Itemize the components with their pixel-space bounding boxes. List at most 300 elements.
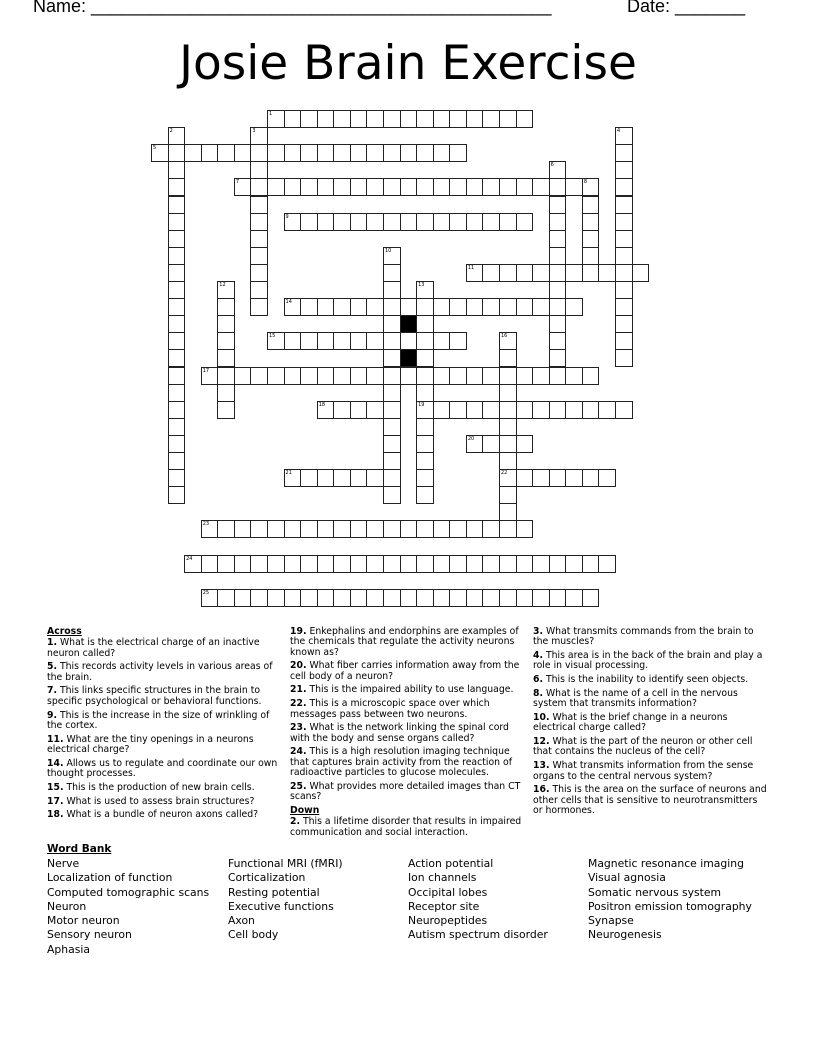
crossword-cell[interactable] xyxy=(250,127,268,145)
crossword-cell[interactable] xyxy=(532,589,550,607)
crossword-cell[interactable] xyxy=(217,144,235,162)
crossword-cell[interactable] xyxy=(267,110,285,128)
crossword-cell[interactable] xyxy=(350,367,368,385)
crossword-cell[interactable] xyxy=(516,589,534,607)
crossword-cell[interactable] xyxy=(234,178,252,196)
crossword-cell[interactable] xyxy=(168,367,186,385)
crossword-cell[interactable] xyxy=(516,298,534,316)
crossword-cell[interactable] xyxy=(416,589,434,607)
crossword-cell[interactable] xyxy=(549,161,567,179)
crossword-cell[interactable] xyxy=(482,264,500,282)
crossword-cell[interactable] xyxy=(168,384,186,402)
crossword-cell[interactable] xyxy=(333,110,351,128)
crossword-cell[interactable] xyxy=(350,178,368,196)
crossword-cell[interactable] xyxy=(466,264,484,282)
crossword-cell[interactable] xyxy=(466,367,484,385)
crossword-cell[interactable] xyxy=(400,332,418,350)
crossword-cell[interactable] xyxy=(317,332,335,350)
crossword-cell[interactable] xyxy=(516,264,534,282)
crossword-cell[interactable] xyxy=(284,178,302,196)
crossword-cell[interactable] xyxy=(582,196,600,214)
crossword-cell[interactable] xyxy=(383,435,401,453)
crossword-cell[interactable] xyxy=(532,264,550,282)
crossword-cell[interactable] xyxy=(350,298,368,316)
crossword-cell[interactable] xyxy=(433,110,451,128)
crossword-cell[interactable] xyxy=(333,213,351,231)
crossword-cell[interactable] xyxy=(168,264,186,282)
crossword-cell[interactable] xyxy=(201,589,219,607)
crossword-cell[interactable] xyxy=(565,401,583,419)
crossword-cell[interactable] xyxy=(615,298,633,316)
crossword-cell[interactable] xyxy=(250,281,268,299)
crossword-cell[interactable] xyxy=(317,469,335,487)
crossword-cell[interactable] xyxy=(565,555,583,573)
crossword-cell[interactable] xyxy=(449,298,467,316)
crossword-cell[interactable] xyxy=(400,589,418,607)
crossword-cell[interactable] xyxy=(598,264,616,282)
crossword-cell[interactable] xyxy=(333,555,351,573)
crossword-cell[interactable] xyxy=(168,418,186,436)
crossword-cell[interactable] xyxy=(350,401,368,419)
crossword-cell[interactable] xyxy=(582,178,600,196)
crossword-cell[interactable] xyxy=(383,384,401,402)
crossword-cell[interactable] xyxy=(499,110,517,128)
crossword-cell[interactable] xyxy=(433,555,451,573)
crossword-cell[interactable] xyxy=(184,555,202,573)
crossword-cell[interactable] xyxy=(549,230,567,248)
crossword-cell[interactable] xyxy=(433,520,451,538)
crossword-cell[interactable] xyxy=(250,213,268,231)
crossword-cell[interactable] xyxy=(168,196,186,214)
crossword-cell[interactable] xyxy=(366,144,384,162)
crossword-cell[interactable] xyxy=(400,520,418,538)
crossword-cell[interactable] xyxy=(400,110,418,128)
crossword-cell[interactable] xyxy=(482,178,500,196)
crossword-cell[interactable] xyxy=(168,332,186,350)
crossword-cell[interactable] xyxy=(516,469,534,487)
crossword-cell[interactable] xyxy=(598,401,616,419)
crossword-cell[interactable] xyxy=(217,367,235,385)
crossword-cell[interactable] xyxy=(549,178,567,196)
crossword-cell[interactable] xyxy=(549,247,567,265)
crossword-cell[interactable] xyxy=(466,298,484,316)
crossword-cell[interactable] xyxy=(168,435,186,453)
crossword-cell[interactable] xyxy=(549,196,567,214)
crossword-cell[interactable] xyxy=(284,367,302,385)
crossword-cell[interactable] xyxy=(383,589,401,607)
crossword-cell[interactable] xyxy=(466,401,484,419)
crossword-cell[interactable] xyxy=(466,555,484,573)
crossword-cell[interactable] xyxy=(582,264,600,282)
crossword-cell[interactable] xyxy=(582,230,600,248)
crossword-cell[interactable] xyxy=(615,247,633,265)
crossword-cell[interactable] xyxy=(317,178,335,196)
crossword-cell[interactable] xyxy=(532,401,550,419)
crossword-cell[interactable] xyxy=(549,349,567,367)
crossword-cell[interactable] xyxy=(350,469,368,487)
crossword-cell[interactable] xyxy=(300,469,318,487)
crossword-cell[interactable] xyxy=(516,555,534,573)
crossword-cell[interactable] xyxy=(250,144,268,162)
crossword-cell[interactable] xyxy=(549,281,567,299)
crossword-cell[interactable] xyxy=(549,555,567,573)
crossword-cell[interactable] xyxy=(383,367,401,385)
crossword-cell[interactable] xyxy=(449,110,467,128)
crossword-cell[interactable] xyxy=(383,520,401,538)
crossword-cell[interactable] xyxy=(615,264,633,282)
crossword-cell[interactable] xyxy=(615,144,633,162)
crossword-cell[interactable] xyxy=(217,298,235,316)
crossword-cell[interactable] xyxy=(615,230,633,248)
crossword-cell[interactable] xyxy=(366,367,384,385)
crossword-cell[interactable] xyxy=(151,144,169,162)
crossword-cell[interactable] xyxy=(201,367,219,385)
crossword-cell[interactable] xyxy=(383,315,401,333)
crossword-cell[interactable] xyxy=(416,213,434,231)
crossword-cell[interactable] xyxy=(284,520,302,538)
crossword-cell[interactable] xyxy=(499,367,517,385)
crossword-cell[interactable] xyxy=(201,520,219,538)
crossword-cell[interactable] xyxy=(449,213,467,231)
crossword-cell[interactable] xyxy=(168,230,186,248)
crossword-cell[interactable] xyxy=(317,144,335,162)
crossword-cell[interactable] xyxy=(300,213,318,231)
crossword-cell[interactable] xyxy=(416,384,434,402)
crossword-cell[interactable] xyxy=(516,435,534,453)
crossword-cell[interactable] xyxy=(615,281,633,299)
crossword-cell[interactable] xyxy=(284,555,302,573)
crossword-cell[interactable] xyxy=(350,144,368,162)
crossword-cell[interactable] xyxy=(466,435,484,453)
crossword-cell[interactable] xyxy=(234,589,252,607)
crossword-cell[interactable] xyxy=(615,196,633,214)
crossword-cell[interactable] xyxy=(250,298,268,316)
crossword-cell[interactable] xyxy=(168,213,186,231)
crossword-cell[interactable] xyxy=(366,469,384,487)
crossword-cell[interactable] xyxy=(250,367,268,385)
crossword-cell[interactable] xyxy=(582,401,600,419)
crossword-cell[interactable] xyxy=(615,127,633,145)
crossword-cell[interactable] xyxy=(317,367,335,385)
crossword-cell[interactable] xyxy=(400,367,418,385)
crossword-cell[interactable] xyxy=(383,469,401,487)
crossword-cell[interactable] xyxy=(499,349,517,367)
crossword-cell[interactable] xyxy=(416,144,434,162)
crossword-cell[interactable] xyxy=(499,486,517,504)
crossword-cell[interactable] xyxy=(416,315,434,333)
crossword-cell[interactable] xyxy=(466,589,484,607)
crossword-cell[interactable] xyxy=(549,401,567,419)
crossword-cell[interactable] xyxy=(350,110,368,128)
crossword-cell[interactable] xyxy=(532,469,550,487)
crossword-cell[interactable] xyxy=(416,452,434,470)
crossword-cell[interactable] xyxy=(317,213,335,231)
crossword-cell[interactable] xyxy=(217,315,235,333)
name-field[interactable]: Name: ______________________________________________ xyxy=(33,0,552,16)
crossword-cell[interactable] xyxy=(383,452,401,470)
crossword-cell[interactable] xyxy=(516,401,534,419)
crossword-cell[interactable] xyxy=(499,452,517,470)
crossword-cell[interactable] xyxy=(168,161,186,179)
crossword-cell[interactable] xyxy=(433,332,451,350)
crossword-cell[interactable] xyxy=(482,367,500,385)
crossword-cell[interactable] xyxy=(333,144,351,162)
crossword-cell[interactable] xyxy=(615,161,633,179)
crossword-cell[interactable] xyxy=(300,110,318,128)
crossword-cell[interactable] xyxy=(449,401,467,419)
crossword-cell[interactable] xyxy=(516,213,534,231)
crossword-cell[interactable] xyxy=(482,435,500,453)
crossword-cell[interactable] xyxy=(250,589,268,607)
crossword-cell[interactable] xyxy=(383,178,401,196)
crossword-cell[interactable] xyxy=(383,555,401,573)
crossword-cell[interactable] xyxy=(482,401,500,419)
crossword-cell[interactable] xyxy=(234,555,252,573)
crossword-cell[interactable] xyxy=(449,367,467,385)
crossword-cell[interactable] xyxy=(499,384,517,402)
crossword-cell[interactable] xyxy=(250,264,268,282)
crossword-cell[interactable] xyxy=(416,332,434,350)
crossword-cell[interactable] xyxy=(499,589,517,607)
crossword-cell[interactable] xyxy=(250,247,268,265)
crossword-cell[interactable] xyxy=(549,315,567,333)
crossword-cell[interactable] xyxy=(499,503,517,521)
crossword-cell[interactable] xyxy=(516,178,534,196)
crossword-cell[interactable] xyxy=(466,520,484,538)
crossword-cell[interactable] xyxy=(383,418,401,436)
crossword-cell[interactable] xyxy=(284,332,302,350)
crossword-cell[interactable] xyxy=(433,401,451,419)
crossword-cell[interactable] xyxy=(168,127,186,145)
crossword-cell[interactable] xyxy=(416,178,434,196)
crossword-cell[interactable] xyxy=(615,315,633,333)
crossword-cell[interactable] xyxy=(449,520,467,538)
crossword-cell[interactable] xyxy=(466,213,484,231)
crossword-cell[interactable] xyxy=(383,401,401,419)
crossword-cell[interactable] xyxy=(317,401,335,419)
crossword-cell[interactable] xyxy=(615,178,633,196)
crossword-cell[interactable] xyxy=(317,520,335,538)
crossword-cell[interactable] xyxy=(366,589,384,607)
crossword-cell[interactable] xyxy=(383,144,401,162)
crossword-cell[interactable] xyxy=(168,298,186,316)
crossword-cell[interactable] xyxy=(284,589,302,607)
crossword-cell[interactable] xyxy=(516,110,534,128)
crossword-cell[interactable] xyxy=(168,401,186,419)
crossword-cell[interactable] xyxy=(383,247,401,265)
crossword-cell[interactable] xyxy=(383,332,401,350)
crossword-cell[interactable] xyxy=(416,281,434,299)
crossword-cell[interactable] xyxy=(250,520,268,538)
date-field[interactable]: Date: _______ xyxy=(627,0,746,16)
crossword-cell[interactable] xyxy=(383,213,401,231)
crossword-cell[interactable] xyxy=(582,555,600,573)
crossword-cell[interactable] xyxy=(532,367,550,385)
crossword-cell[interactable] xyxy=(300,520,318,538)
crossword-cell[interactable] xyxy=(449,144,467,162)
crossword-cell[interactable] xyxy=(565,178,583,196)
crossword-cell[interactable] xyxy=(499,332,517,350)
crossword-cell[interactable] xyxy=(217,555,235,573)
crossword-cell[interactable] xyxy=(168,349,186,367)
crossword-cell[interactable] xyxy=(250,196,268,214)
crossword-cell[interactable] xyxy=(217,520,235,538)
crossword-cell[interactable] xyxy=(300,178,318,196)
crossword-cell[interactable] xyxy=(416,110,434,128)
crossword-cell[interactable] xyxy=(598,469,616,487)
crossword-cell[interactable] xyxy=(615,401,633,419)
crossword-cell[interactable] xyxy=(366,110,384,128)
crossword-cell[interactable] xyxy=(499,435,517,453)
crossword-cell[interactable] xyxy=(250,555,268,573)
crossword-cell[interactable] xyxy=(366,401,384,419)
crossword-cell[interactable] xyxy=(383,264,401,282)
crossword-cell[interactable] xyxy=(482,213,500,231)
crossword-cell[interactable] xyxy=(482,298,500,316)
crossword-cell[interactable] xyxy=(499,555,517,573)
crossword-cell[interactable] xyxy=(516,367,534,385)
crossword-cell[interactable] xyxy=(284,213,302,231)
crossword-cell[interactable] xyxy=(416,435,434,453)
crossword-cell[interactable] xyxy=(300,298,318,316)
crossword-cell[interactable] xyxy=(433,213,451,231)
crossword-cell[interactable] xyxy=(267,178,285,196)
crossword-cell[interactable] xyxy=(433,589,451,607)
crossword-cell[interactable] xyxy=(416,520,434,538)
crossword-cell[interactable] xyxy=(217,332,235,350)
crossword-cell[interactable] xyxy=(416,367,434,385)
crossword-cell[interactable] xyxy=(350,589,368,607)
crossword-cell[interactable] xyxy=(565,469,583,487)
crossword-cell[interactable] xyxy=(317,555,335,573)
crossword-cell[interactable] xyxy=(333,469,351,487)
crossword-cell[interactable] xyxy=(499,401,517,419)
crossword-cell[interactable] xyxy=(400,213,418,231)
crossword-cell[interactable] xyxy=(168,144,186,162)
crossword-cell[interactable] xyxy=(366,555,384,573)
crossword-cell[interactable] xyxy=(615,213,633,231)
crossword-cell[interactable] xyxy=(416,555,434,573)
crossword-cell[interactable] xyxy=(234,144,252,162)
crossword-cell[interactable] xyxy=(234,520,252,538)
crossword-cell[interactable] xyxy=(350,520,368,538)
crossword-cell[interactable] xyxy=(267,589,285,607)
crossword-cell[interactable] xyxy=(499,213,517,231)
crossword-cell[interactable] xyxy=(466,110,484,128)
crossword-cell[interactable] xyxy=(433,178,451,196)
crossword-cell[interactable] xyxy=(383,486,401,504)
crossword-cell[interactable] xyxy=(168,315,186,333)
crossword-cell[interactable] xyxy=(250,161,268,179)
crossword-cell[interactable] xyxy=(184,144,202,162)
crossword-cell[interactable] xyxy=(366,520,384,538)
crossword-cell[interactable] xyxy=(598,555,616,573)
crossword-cell[interactable] xyxy=(416,349,434,367)
crossword-cell[interactable] xyxy=(300,555,318,573)
crossword-cell[interactable] xyxy=(284,298,302,316)
crossword-cell[interactable] xyxy=(366,298,384,316)
crossword-cell[interactable] xyxy=(565,589,583,607)
crossword-cell[interactable] xyxy=(449,332,467,350)
crossword-cell[interactable] xyxy=(333,178,351,196)
crossword-cell[interactable] xyxy=(168,178,186,196)
crossword-cell[interactable] xyxy=(433,367,451,385)
crossword-cell[interactable] xyxy=(350,213,368,231)
crossword-cell[interactable] xyxy=(383,110,401,128)
crossword-cell[interactable] xyxy=(549,298,567,316)
crossword-cell[interactable] xyxy=(168,281,186,299)
crossword-cell[interactable] xyxy=(201,555,219,573)
crossword-cell[interactable] xyxy=(383,281,401,299)
crossword-cell[interactable] xyxy=(217,384,235,402)
crossword-cell[interactable] xyxy=(532,555,550,573)
crossword-cell[interactable] xyxy=(168,486,186,504)
crossword-cell[interactable] xyxy=(366,178,384,196)
crossword-cell[interactable] xyxy=(615,349,633,367)
crossword-cell[interactable] xyxy=(300,332,318,350)
crossword-cell[interactable] xyxy=(333,367,351,385)
crossword-cell[interactable] xyxy=(416,469,434,487)
crossword-cell[interactable] xyxy=(350,555,368,573)
crossword-cell[interactable] xyxy=(482,110,500,128)
crossword-cell[interactable] xyxy=(400,144,418,162)
crossword-cell[interactable] xyxy=(300,367,318,385)
crossword-cell[interactable] xyxy=(549,264,567,282)
crossword-cell[interactable] xyxy=(549,589,567,607)
crossword-cell[interactable] xyxy=(383,298,401,316)
crossword-cell[interactable] xyxy=(217,589,235,607)
crossword-cell[interactable] xyxy=(433,298,451,316)
crossword-cell[interactable] xyxy=(317,298,335,316)
crossword-cell[interactable] xyxy=(615,332,633,350)
crossword-cell[interactable] xyxy=(400,178,418,196)
crossword-cell[interactable] xyxy=(449,589,467,607)
crossword-cell[interactable] xyxy=(333,589,351,607)
crossword-cell[interactable] xyxy=(317,110,335,128)
crossword-cell[interactable] xyxy=(168,247,186,265)
crossword-cell[interactable] xyxy=(267,555,285,573)
crossword-cell[interactable] xyxy=(250,178,268,196)
crossword-cell[interactable] xyxy=(300,144,318,162)
crossword-cell[interactable] xyxy=(350,332,368,350)
crossword-cell[interactable] xyxy=(549,367,567,385)
crossword-cell[interactable] xyxy=(284,110,302,128)
crossword-cell[interactable] xyxy=(532,298,550,316)
crossword-cell[interactable] xyxy=(565,264,583,282)
crossword-cell[interactable] xyxy=(217,349,235,367)
crossword-cell[interactable] xyxy=(267,367,285,385)
crossword-cell[interactable] xyxy=(499,264,517,282)
crossword-cell[interactable] xyxy=(565,367,583,385)
crossword-cell[interactable] xyxy=(499,178,517,196)
crossword-cell[interactable] xyxy=(416,418,434,436)
crossword-cell[interactable] xyxy=(284,469,302,487)
crossword-cell[interactable] xyxy=(267,144,285,162)
crossword-cell[interactable] xyxy=(217,401,235,419)
crossword-cell[interactable] xyxy=(549,469,567,487)
crossword-cell[interactable] xyxy=(549,213,567,231)
crossword-cell[interactable] xyxy=(433,144,451,162)
crossword-cell[interactable] xyxy=(632,264,650,282)
crossword-cell[interactable] xyxy=(201,144,219,162)
crossword-cell[interactable] xyxy=(400,298,418,316)
crossword-cell[interactable] xyxy=(333,298,351,316)
crossword-cell[interactable] xyxy=(284,144,302,162)
crossword-cell[interactable] xyxy=(499,469,517,487)
crossword-cell[interactable] xyxy=(582,589,600,607)
crossword-cell[interactable] xyxy=(499,298,517,316)
crossword-cell[interactable] xyxy=(267,520,285,538)
